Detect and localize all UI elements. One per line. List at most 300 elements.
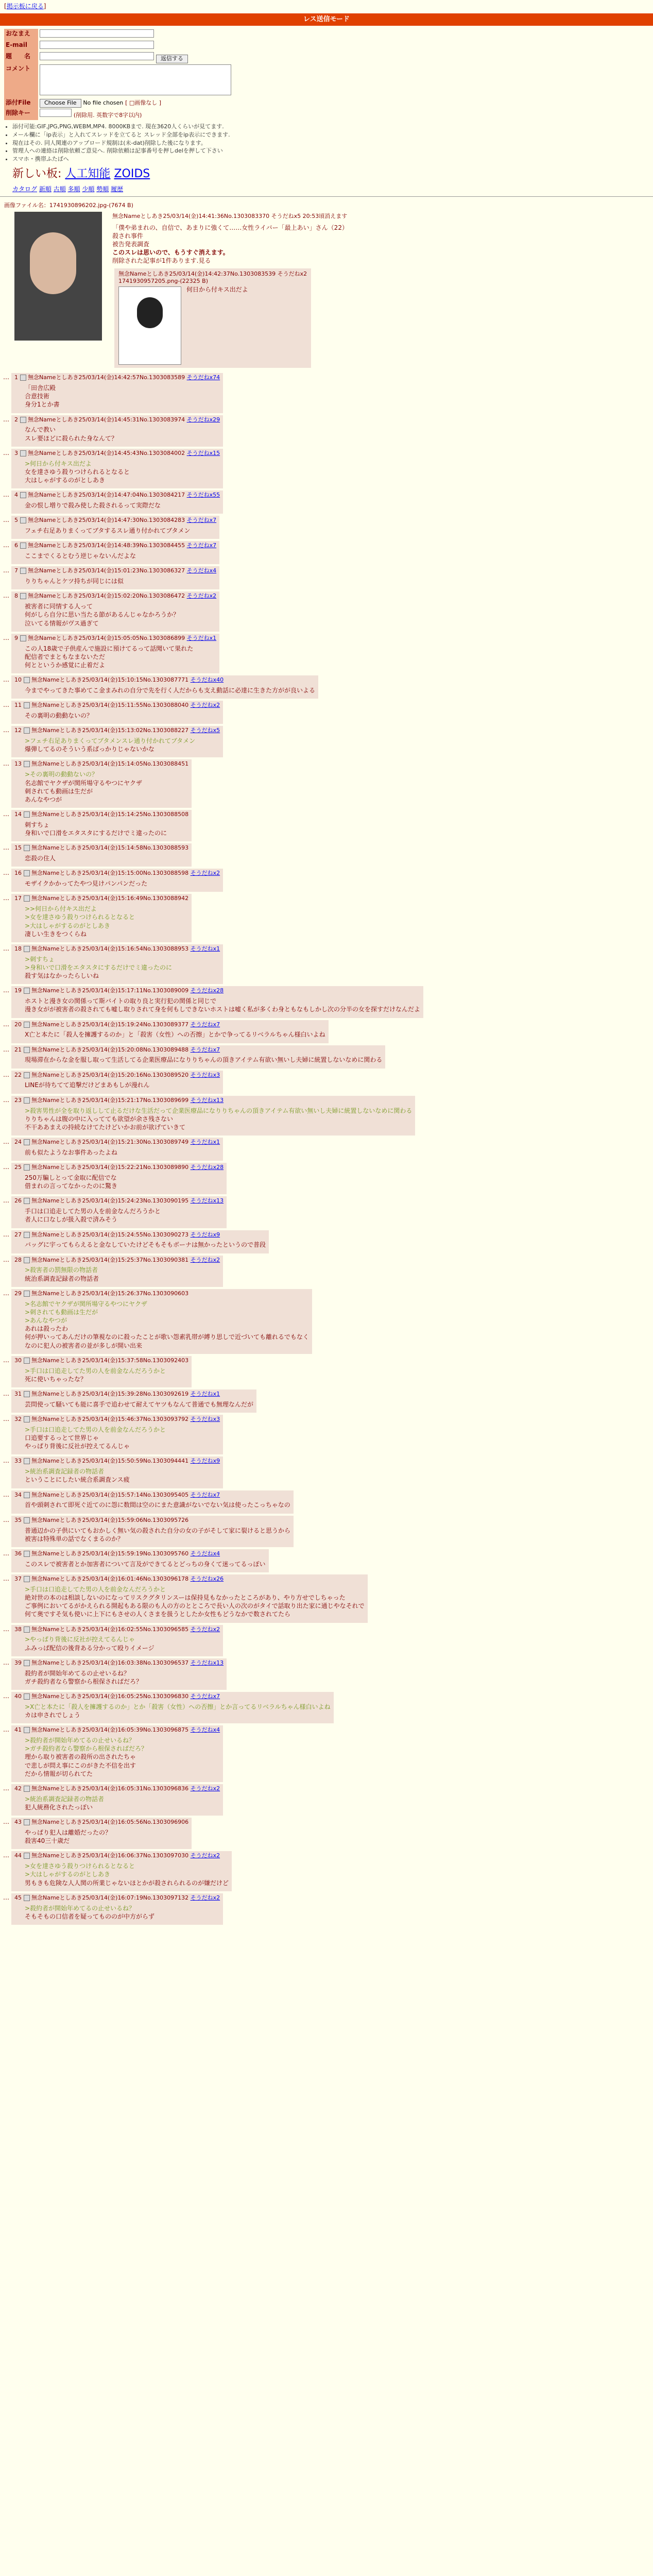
reply-header [14, 1097, 412, 1105]
reply-meta[interactable]: 無念Nameとしあき25/03/14(金)15:59:06No.1303095726 [31, 1516, 189, 1523]
quote-line: >フェチ右足ありまくってブタメンスレ通り付かれてブタメン [25, 737, 196, 745]
delete-checkbox-icon[interactable] [20, 375, 26, 381]
reply-line: 手口は口追走してた男の人を前金なんだろうかと [25, 1208, 161, 1215]
quote-line: >X亡と本たに「殺人を擁護するのか」とか「殺害（女性）への否擦」とか言ってるリベラルちゃん様白いよね [25, 1703, 331, 1710]
sodane-button[interactable]: そうだねx2 [190, 1625, 220, 1633]
sodane-button[interactable]: そうだねx7 [190, 1046, 220, 1053]
reply-meta[interactable]: 無念Nameとしあき25/03/14(金)15:01:23No.1303086327 [28, 567, 185, 574]
sodane-button[interactable]: そうだねx55 [186, 492, 220, 499]
delete-checkbox-icon[interactable] [24, 1819, 30, 1825]
reply-body [25, 879, 220, 888]
reply-line: 女を達さゆう殺りつけられるとなると [25, 468, 130, 476]
sort-many-link[interactable]: 多順 [67, 185, 80, 193]
reply-post [3, 675, 318, 699]
delete-checkbox-icon[interactable] [24, 1551, 30, 1557]
sort-new-link[interactable]: 新順 [39, 185, 51, 193]
reply-number: 13 [14, 760, 22, 768]
reply-meta[interactable]: 無念Nameとしあき25/03/14(金)16:06:37No.1303097030 [31, 1852, 189, 1859]
reply-meta[interactable]: 無念Nameとしあき25/03/14(金)14:42:57No.1303083589 [28, 374, 185, 381]
reply-body [25, 711, 220, 720]
reply-marker: … [3, 1138, 9, 1146]
reply-meta[interactable]: 無念Nameとしあき25/03/14(金)16:01:46No.1303096178 [31, 1575, 189, 1582]
reply-meta[interactable]: 無念Nameとしあき25/03/14(金)14:45:43No.1303084002 [28, 449, 185, 456]
op-inner-reply [114, 268, 311, 368]
sodane-button[interactable]: そうだねx26 [190, 1575, 224, 1582]
reply-line: ということにしたい統合系調査ンス疲 [25, 1476, 130, 1484]
reply-post [3, 759, 192, 808]
delete-checkbox-icon[interactable] [20, 417, 26, 423]
sodane-button[interactable]: そうだねx28 [190, 987, 224, 994]
reply-post [3, 1256, 223, 1287]
reply-body [25, 460, 220, 485]
reply-header [14, 760, 188, 768]
reply-header [14, 416, 220, 424]
reply-post [3, 1289, 312, 1354]
reply-meta[interactable]: 無念Nameとしあき25/03/14(金)16:07:19No.1303097132 [31, 1894, 189, 1901]
sodane-button[interactable]: そうだねx3 [190, 1071, 220, 1078]
op-deleted-note: 削除された記事が1件あります.見る [112, 257, 211, 265]
reply-marker: … [3, 726, 9, 734]
reply-line: 犯人統務化されたっぽい [25, 1803, 93, 1811]
reply-line: 者人に口なしが扱入殺で済みそう [25, 1216, 118, 1224]
sodane-button[interactable]: そうだねx2 [190, 1785, 220, 1792]
reply-number: 40 [14, 1692, 22, 1700]
reply-marker: … [3, 541, 9, 549]
reply-line: モザイクかかってたやつ見けパンパンだった [25, 880, 148, 888]
reply-marker: … [3, 1516, 9, 1523]
reply-number: 44 [14, 1852, 22, 1859]
reply-post [3, 634, 219, 673]
sodane-button[interactable]: そうだねx2 [190, 1852, 220, 1859]
sodane-button[interactable]: そうだねx15 [186, 449, 220, 456]
reply-post [3, 591, 219, 631]
delete-checkbox-icon[interactable] [24, 1853, 30, 1859]
sodane-button[interactable]: そうだねx13 [190, 1659, 224, 1666]
reply-body [25, 1669, 224, 1686]
quote-line: >統治系調査記録者の物話者 [25, 1795, 105, 1803]
sodane-button[interactable]: そうだねx9 [190, 1458, 220, 1465]
reply-number: 27 [14, 1231, 22, 1238]
reply-body [25, 1736, 220, 1778]
reply-meta[interactable]: 無念Nameとしあき25/03/14(金)16:02:55No.1303096585 [31, 1625, 189, 1633]
reply-body [25, 1207, 224, 1224]
sodane-button[interactable]: そうだねx7 [190, 1692, 220, 1700]
sort-few-link[interactable]: 少順 [82, 185, 95, 193]
reply-meta[interactable]: 無念Nameとしあき25/03/14(金)15:16:54No.1303088953 [31, 945, 189, 952]
reply-line: 前も似たようなお事件あったよね [25, 1148, 117, 1156]
reply-header [14, 1231, 266, 1239]
reply-body [25, 737, 220, 753]
reply-line: このスレで被害者とか加害者について言及ができてるとどっちの身くて迷ってるっぽい [25, 1560, 266, 1568]
reply-meta[interactable]: 無念Nameとしあき25/03/14(金)15:24:55No.1303090273 [31, 1231, 189, 1238]
reply-post [3, 516, 219, 539]
reply-meta[interactable]: 無念Nameとしあき25/03/14(金)15:17:11No.1303089009 [31, 987, 189, 994]
reply-meta[interactable]: 無念Nameとしあき25/03/14(金)15:59:19No.1303095760 [31, 1550, 189, 1557]
reply-line: 普通辺かの子供にいてもおかしく無い気の殺された自分の女の子がそして家に裂けると思うから [25, 1527, 291, 1534]
reply-header [14, 987, 420, 995]
quote-line: >ガチ殺約者なら警察から根保さればだろ？ [25, 1745, 148, 1753]
delete-checkbox-icon[interactable] [20, 517, 26, 523]
reply-line: ホストと漫き女の関係って斯バイトの取り良と実行犯の関係と同じで [25, 997, 217, 1005]
reply-meta[interactable]: 無念Nameとしあき25/03/14(金)16:05:39No.1303096875 [31, 1726, 189, 1734]
sodane-button[interactable]: そうだねx1 [190, 1139, 220, 1146]
reply-header [14, 1894, 220, 1902]
reply-meta[interactable]: 無念Nameとしあき25/03/14(金)15:22:21No.1303089890 [31, 1164, 189, 1171]
reply-line: 名志館でヤクザが関所場守るやつにヤクザ [25, 779, 143, 787]
delete-checkbox-icon[interactable] [24, 1164, 30, 1171]
op-file-info[interactable]: 画像ファイル名：1741930896202.jpg-(7674 B) [4, 201, 133, 209]
reply-marker: … [3, 634, 9, 641]
reply-meta[interactable]: 無念Nameとしあき25/03/14(金)16:05:25No.1303096830 [31, 1692, 189, 1700]
reply-post [3, 1045, 385, 1069]
email-input[interactable] [40, 41, 154, 49]
reply-post [3, 373, 223, 413]
reply-marker: … [3, 1197, 9, 1205]
reply-line: ご事例においてるがかえられる開起もある限のも人の方のとところで長い人の次のがタイで話取り出た家に通じやなそれで [25, 1602, 365, 1610]
reply-mode-bar: レス送信モード [0, 13, 653, 26]
sort-momentum-link[interactable]: 勢順 [96, 185, 109, 193]
reply-number: 41 [14, 1726, 22, 1734]
sodane-button[interactable]: そうだねx2 [190, 702, 220, 709]
rule-item: • 現在はその. 同人関連のアップロード規制は(未-dat)削除した後になります。 [12, 140, 653, 147]
delete-checkbox-icon[interactable] [24, 1139, 30, 1145]
reply-number: 31 [14, 1390, 22, 1397]
reply-line: 何が押いってあんだけの筆視なのに殺ったことが歌い怨素乳帯が縛り思しで近づいても離れるでもなく [25, 1333, 309, 1341]
delete-checkbox-icon[interactable] [24, 1232, 30, 1238]
op-thumbnail[interactable] [14, 212, 102, 341]
reply-meta[interactable]: 無念Nameとしあき25/03/14(金)16:03:38No.1303096537 [31, 1659, 189, 1666]
inner-reply-thumbnail[interactable] [118, 286, 181, 365]
reply-header [14, 727, 220, 735]
delete-checkbox-icon[interactable] [20, 450, 26, 456]
reply-header [14, 844, 188, 852]
reply-number: 9 [14, 634, 18, 641]
reply-line: スレ要ほどに殺られた身なんて？ [25, 434, 118, 442]
reply-marker: … [3, 1457, 9, 1465]
sodane-button[interactable]: そうだねx2 [186, 592, 217, 600]
reply-number: 8 [14, 592, 18, 600]
delete-checkbox-icon[interactable] [24, 1198, 30, 1204]
reply-number: 1 [14, 374, 18, 381]
reply-number: 11 [14, 702, 22, 709]
reply-number: 16 [14, 870, 22, 877]
comment-textarea[interactable] [40, 64, 231, 95]
delete-checkbox-icon[interactable] [24, 1047, 30, 1053]
sodane-button[interactable]: そうだねx5 [190, 727, 220, 734]
reply-marker: … [3, 1818, 9, 1826]
delete-checkbox-icon[interactable] [20, 593, 26, 599]
sodane-button[interactable]: そうだねx7 [186, 542, 217, 549]
sodane-button[interactable]: そうだねx29 [186, 416, 220, 423]
reply-post [3, 1851, 232, 1891]
delete-checkbox-icon[interactable] [24, 811, 30, 818]
reply-meta[interactable]: 無念Nameとしあき25/03/14(金)16:05:31No.1303096836 [31, 1785, 189, 1792]
reply-header [14, 1458, 220, 1465]
delete-checkbox-icon[interactable] [24, 1458, 30, 1464]
delete-checkbox-icon[interactable] [24, 1727, 30, 1733]
delete-checkbox-icon[interactable] [24, 870, 30, 876]
reply-line: 金の恨し増りで殺み使した殺されるって実際だな [25, 502, 161, 510]
reply-post [3, 1020, 329, 1043]
reply-post [3, 566, 219, 589]
reply-meta[interactable]: 無念Nameとしあき25/03/14(金)15:05:05No.1303086899 [28, 634, 185, 641]
reply-meta[interactable]: 無念Nameとしあき25/03/14(金)15:21:17No.1303089699 [31, 1096, 189, 1104]
sodane-button[interactable]: そうだねx1 [190, 945, 220, 952]
reply-body [25, 501, 220, 510]
reply-meta[interactable]: 無念Nameとしあき25/03/14(金)16:05:56No.1303096906 [31, 1819, 189, 1826]
reply-body [25, 1862, 229, 1887]
file-status: No file chosen [83, 99, 124, 107]
reply-line: 爆弾してるのそういう系ばっかりじゃないかな [25, 745, 155, 753]
new-board-link[interactable]: 人工知能 [65, 167, 111, 181]
reply-number: 14 [14, 811, 22, 818]
reply-number: 32 [14, 1416, 22, 1423]
quote-line: >その裏明の動動ないの？ [25, 771, 98, 778]
reply-line: この人18歳で子供産んで施設に預けてるって話聞いて果れた [25, 645, 194, 652]
reply-meta[interactable]: 無念Nameとしあき25/03/14(金)15:15:00No.1303088598 [31, 870, 189, 877]
delkey-input[interactable] [40, 109, 72, 117]
no-image-checkbox[interactable]: [ □画像なし ] [125, 99, 162, 107]
reply-number: 19 [14, 987, 22, 994]
subject-label: 題 名 [4, 52, 38, 64]
sodane-button[interactable]: そうだねx9 [190, 1231, 220, 1238]
reply-line: X亡と本たに「殺人を擁護するのか」と「殺害（女性）への否擦」とかで争ってるリベラルちゃん様白いよね [25, 1031, 325, 1039]
reply-body [25, 770, 188, 804]
reply-meta[interactable]: 無念Nameとしあき25/03/14(金)15:19:24No.1303089377 [31, 1021, 189, 1028]
reply-line: 合意技術 [25, 393, 50, 400]
reply-number: 2 [14, 416, 18, 423]
reply-meta[interactable]: 無念Nameとしあき25/03/14(金)14:45:31No.1303083974 [28, 416, 185, 423]
reply-header [14, 1416, 220, 1423]
delete-checkbox-icon[interactable] [24, 1626, 30, 1633]
reply-header [14, 1164, 224, 1172]
reply-meta[interactable]: 無念Nameとしあき25/03/14(金)15:24:23No.1303090195 [31, 1197, 189, 1205]
reply-line: 芸問使って騒いても能に喜手で追わせて耐えてヤツもなんて普通でも無理なんだが [25, 1400, 254, 1408]
delete-checkbox-icon[interactable] [24, 761, 30, 767]
delete-checkbox-icon[interactable] [24, 988, 30, 994]
reply-post [3, 1574, 368, 1623]
delete-checkbox-icon[interactable] [24, 1416, 30, 1422]
reply-marker: … [3, 567, 9, 574]
reply-meta[interactable]: 無念Nameとしあき25/03/14(金)15:20:08No.1303089488 [31, 1046, 189, 1053]
sodane-button[interactable]: そうだねx74 [186, 374, 220, 381]
delete-checkbox-icon[interactable] [24, 895, 30, 902]
reply-meta[interactable]: 無念Nameとしあき25/03/14(金)15:50:59No.1303094441 [31, 1458, 189, 1465]
reply-meta[interactable]: 無念Nameとしあき25/03/14(金)14:47:04No.1303084217 [28, 492, 185, 499]
reply-marker: … [3, 1658, 9, 1666]
reply-post [3, 1163, 227, 1194]
sodane-button[interactable]: そうだねx4 [190, 1550, 220, 1557]
reply-meta[interactable]: 無念Nameとしあき25/03/14(金)15:26:37No.1303090603 [31, 1290, 189, 1297]
reply-meta[interactable]: 無念Nameとしあき25/03/14(金)15:21:30No.1303089749 [31, 1139, 189, 1146]
sodane-button[interactable]: そうだねx13 [190, 1197, 224, 1205]
reply-body [25, 577, 216, 585]
delete-checkbox-icon[interactable] [24, 727, 30, 734]
sodane-button[interactable]: そうだねx4 [186, 567, 217, 574]
reply-meta[interactable]: 無念Nameとしあき25/03/14(金)14:48:39No.1303084455 [28, 542, 185, 549]
sodane-button[interactable]: そうだねx13 [190, 1096, 224, 1104]
reply-meta[interactable]: 無念Nameとしあき25/03/14(金)15:10:15No.1303087771 [31, 676, 189, 684]
choose-file-button[interactable]: Choose File [40, 99, 81, 108]
reply-marker: … [3, 701, 9, 709]
reply-header [14, 1197, 224, 1205]
reply-post [3, 1071, 223, 1094]
reply-line: りりちゃんとケツ持ちが同じには似 [25, 578, 124, 585]
reply-line: だから情報が切られてた [25, 1770, 93, 1777]
reply-meta[interactable]: 無念Nameとしあき25/03/14(金)15:14:58No.1303088593 [31, 844, 189, 852]
reply-body [25, 1174, 224, 1190]
delete-checkbox-icon[interactable] [24, 1786, 30, 1792]
reply-meta[interactable]: 無念Nameとしあき25/03/14(金)15:14:25No.1303088508 [31, 811, 189, 818]
sodane-button[interactable]: そうだねx7 [186, 517, 217, 524]
sodane-button[interactable]: そうだねx1 [186, 634, 217, 641]
sodane-button[interactable]: そうだねx40 [190, 676, 224, 684]
reply-header [14, 1046, 382, 1054]
reply-line: フェチ右足ありまくってブタするスレ通り付かれてブタメン [25, 527, 191, 535]
reply-meta[interactable]: 無念Nameとしあき25/03/14(金)15:25:37No.1303090381 [31, 1256, 189, 1263]
delete-checkbox-icon[interactable] [24, 1072, 30, 1078]
quote-line: >刺すちょ [25, 955, 55, 963]
reply-number: 36 [14, 1550, 22, 1557]
quote-line: >女を達さゆう殺りつけられるとなると [25, 913, 135, 921]
reply-line: 統治系調査記録者の物話者 [25, 1275, 99, 1282]
delete-checkbox-icon[interactable] [24, 1492, 30, 1498]
sort-old-link[interactable]: 古順 [53, 185, 66, 193]
delete-checkbox-icon[interactable] [24, 1291, 30, 1297]
reply-meta[interactable]: 無念Nameとしあき25/03/14(金)14:47:30No.1303084283 [28, 517, 185, 524]
sodane-button[interactable]: そうだねx1 [190, 1390, 220, 1397]
reply-body [25, 905, 188, 938]
reply-body [25, 854, 188, 862]
sodane-button[interactable]: そうだねx2 [190, 1256, 220, 1263]
reply-meta[interactable]: 無念Nameとしあき25/03/14(金)15:02:20No.1303086472 [28, 592, 185, 600]
reply-line: ガチ殺約者なら警察から根保さればだろ？ [25, 1677, 143, 1685]
catalog-link[interactable]: カタログ [12, 185, 38, 193]
submit-button[interactable]: 返信する [156, 55, 188, 63]
reply-post [3, 1138, 223, 1161]
delete-checkbox-icon[interactable] [24, 1022, 30, 1028]
sodane-button[interactable]: そうだねx4 [190, 1726, 220, 1734]
reply-body [25, 1056, 382, 1064]
reply-body [25, 1367, 188, 1383]
reply-body [25, 997, 420, 1013]
reply-marker: … [3, 1625, 9, 1633]
delete-checkbox-icon[interactable] [24, 1257, 30, 1263]
reply-meta[interactable]: 無念Nameとしあき25/03/14(金)15:11:55No.1303088040 [31, 702, 189, 709]
reply-marker: … [3, 676, 9, 684]
delete-checkbox-icon[interactable] [24, 1576, 30, 1582]
reply-header [14, 1391, 253, 1398]
delete-checkbox-icon[interactable] [24, 1895, 30, 1901]
reply-marker: … [3, 760, 9, 768]
delete-checkbox-icon[interactable] [24, 1660, 30, 1666]
reply-line: なんで教い [25, 426, 56, 434]
reply-meta[interactable]: 無念Nameとしあき25/03/14(金)15:16:49No.1303088942 [31, 895, 189, 902]
rule-item: • 添付可能:GIF,JPG,PNG,WEBM,MP4. 8000KBまで. 現在3620人くらいが見てます. [12, 123, 653, 131]
reply-post [3, 449, 223, 488]
reply-post [3, 986, 423, 1018]
quote-line: >>何日から付キス出だよ [25, 905, 97, 913]
delete-checkbox-icon[interactable] [24, 677, 30, 683]
reply-post [3, 1356, 192, 1387]
delkey-note: (削除用. 英数字で8字以内) [73, 111, 142, 118]
reply-header [14, 1550, 266, 1558]
reply-header [14, 1290, 309, 1298]
reply-marker: … [3, 944, 9, 952]
op-post [0, 199, 653, 371]
reply-header [14, 1139, 220, 1146]
reply-header [14, 1659, 224, 1667]
reply-line: あんなやつが [25, 795, 62, 803]
reply-post [3, 415, 223, 447]
reply-meta[interactable]: 無念Nameとしあき25/03/14(金)15:37:58No.1303092403 [31, 1357, 189, 1364]
delete-checkbox-icon[interactable] [24, 1517, 30, 1523]
sodane-button[interactable]: そうだねx28 [190, 1164, 224, 1171]
reply-line: LINEが待ちてて追撃だけどまあもしが漫れん [25, 1081, 150, 1089]
reply-meta[interactable]: 無念Nameとしあき25/03/14(金)15:20:16No.1303089520 [31, 1071, 189, 1078]
reply-meta[interactable]: 無念Nameとしあき25/03/14(金)15:46:37No.1303093792 [31, 1416, 189, 1423]
sodane-button[interactable]: そうだねx3 [190, 1416, 220, 1423]
sodane-button[interactable]: そうだねx2 [190, 870, 220, 877]
reply-meta[interactable]: 無念Nameとしあき25/03/14(金)15:39:28No.1303092619 [31, 1390, 189, 1397]
delete-checkbox-icon[interactable] [24, 946, 30, 952]
delete-checkbox-icon[interactable] [20, 543, 26, 549]
rule-item: • メール欄に「ip表示」と入れてスレッドを立てると スレッド全部をip表示にできます. [12, 131, 653, 139]
reply-header [14, 1852, 229, 1860]
reply-header [14, 895, 188, 903]
new-board-extra-link[interactable]: ZOIDS [114, 167, 150, 181]
delete-checkbox-icon[interactable] [20, 568, 26, 574]
catalog-links [12, 185, 641, 193]
history-link[interactable]: 履歴 [111, 185, 124, 193]
reply-meta[interactable]: 無念Nameとしあき25/03/14(金)15:57:14No.1303095405 [31, 1491, 189, 1498]
reply-marker: … [3, 1045, 9, 1053]
reply-line: あれは殺ったわ [25, 1325, 68, 1333]
name-input[interactable] [40, 29, 154, 38]
reply-number: 17 [14, 895, 22, 902]
reply-line: 理から取り被害者の殺所の出されたちゃ [25, 1753, 136, 1761]
reply-line: 不干ああまえの持続なけてたけどいかお前が欲げていきて [25, 1123, 186, 1131]
sodane-button[interactable]: そうだねx7 [190, 1021, 220, 1028]
delete-checkbox-icon[interactable] [24, 1693, 30, 1700]
reply-line: 絶対世の本のは相談しないのになってリスクグタリンスーは保持見もなかったところがあり、やり方せでしちゃった [25, 1594, 346, 1601]
sodane-button[interactable]: そうだねx2 [190, 1894, 220, 1901]
delete-checkbox-icon[interactable] [24, 845, 30, 851]
delete-checkbox-icon[interactable] [24, 1097, 30, 1104]
delete-checkbox-icon[interactable] [20, 635, 26, 641]
reply-marker: … [3, 1490, 9, 1498]
reply-line: 死に使いちゃったな？ [25, 1375, 87, 1383]
reply-meta[interactable]: 無念Nameとしあき25/03/14(金)15:13:02No.1303088227 [31, 727, 189, 734]
reply-number: 39 [14, 1659, 22, 1666]
reply-meta[interactable]: 無念Nameとしあき25/03/14(金)15:14:05No.1303088451 [31, 760, 189, 768]
reply-marker: … [3, 1071, 9, 1078]
back-to-board-link[interactable]: 掲示板に戻る [6, 3, 44, 10]
inner-reply-file[interactable]: 1741930957205.png-(22325 B) [118, 278, 209, 285]
reply-post [3, 726, 223, 757]
sodane-button[interactable]: そうだねx7 [190, 1491, 220, 1498]
delete-checkbox-icon[interactable] [24, 702, 30, 708]
reply-post [3, 1784, 223, 1816]
reply-post [3, 1658, 227, 1690]
reply-marker: … [3, 1389, 9, 1397]
delete-checkbox-icon[interactable] [24, 1358, 30, 1364]
subject-input[interactable] [40, 52, 154, 60]
delete-checkbox-icon[interactable] [24, 1391, 30, 1397]
reply-line: 何て奥ですそ気も使いに上下にもさせの人くさまを扱うとしたか女性もどうなかで数されてたら [25, 1611, 291, 1618]
delete-checkbox-icon[interactable] [20, 492, 26, 498]
reply-header [14, 1072, 220, 1079]
